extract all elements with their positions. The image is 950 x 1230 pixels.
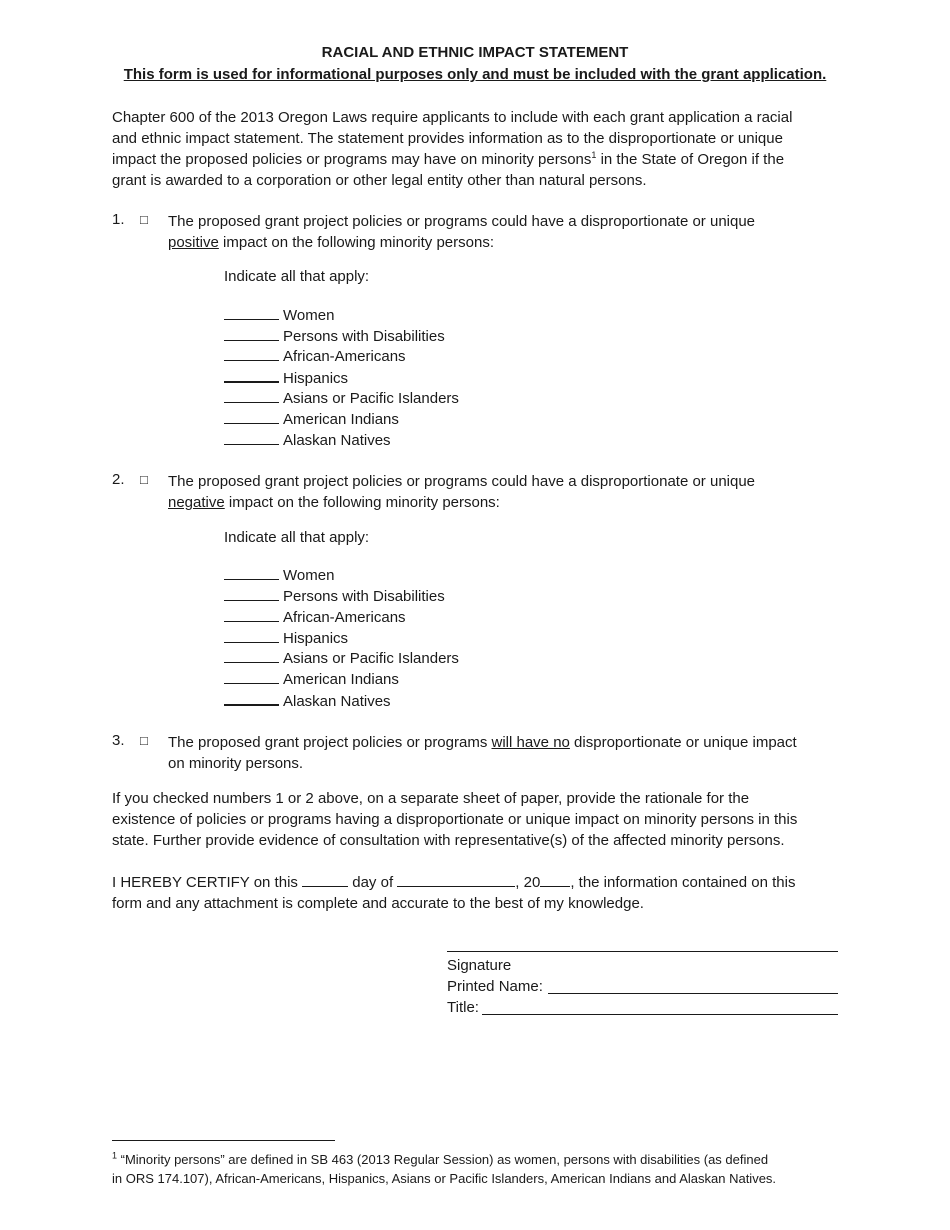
- option-label: Asians or Pacific Islanders: [283, 650, 459, 667]
- option-label: Persons with Disabilities: [283, 328, 445, 345]
- intro-paragraph: [112, 107, 842, 191]
- option-label: Hispanics: [283, 630, 349, 647]
- month-field[interactable]: [397, 871, 515, 887]
- item-text-line: The proposed grant project policies or programs could have a disproportionate or unique: [168, 473, 756, 490]
- item-text-pre: The proposed grant project policies or programs: [168, 734, 492, 751]
- certify-line: form and any attachment is complete and accurate to the best of my knowledge.: [112, 895, 644, 912]
- year-field[interactable]: [540, 871, 570, 887]
- item-text-line: [168, 492, 848, 513]
- item-2-text: [168, 471, 848, 513]
- item-1-checkbox[interactable]: □: [140, 212, 148, 227]
- signature-line[interactable]: [447, 951, 838, 952]
- footnote-separator: [112, 1140, 335, 1141]
- option-disabilities: [224, 585, 445, 606]
- item-2-checkbox[interactable]: □: [140, 472, 148, 487]
- emphasis-will-have-no: will have no: [491, 734, 570, 751]
- option-blank[interactable]: [224, 689, 279, 706]
- footnote: [112, 1150, 842, 1188]
- option-disabilities: [224, 325, 445, 346]
- footnote-line: in ORS 174.107), African-Americans, Hispanics, Asians or Pacific Islanders, American Indians and Alaskan Natives.: [112, 1171, 777, 1186]
- item-text-rest: impact on the following minority persons:: [218, 234, 494, 251]
- emphasis-negative: negative: [168, 494, 225, 511]
- emphasis-positive: positive: [168, 234, 219, 251]
- certify-text: , the information contained on this: [570, 874, 796, 891]
- footnote-line: [112, 1150, 842, 1169]
- certify-paragraph: [112, 871, 842, 914]
- option-alaskan-natives: [224, 429, 391, 450]
- form-title: RACIAL AND ETHNIC IMPACT STATEMENT: [321, 44, 629, 61]
- option-blank[interactable]: [224, 627, 279, 643]
- intro-line: Chapter 600 of the 2013 Oregon Laws require applicants to include with each grant application a racial: [112, 109, 793, 126]
- item-number: 1.: [112, 211, 125, 228]
- printed-name-label: Printed Name:: [447, 978, 543, 995]
- option-blank[interactable]: [224, 387, 279, 403]
- option-blank[interactable]: [224, 647, 279, 663]
- certify-text: I HEREBY CERTIFY on this: [112, 874, 303, 891]
- option-blank[interactable]: [224, 429, 279, 445]
- option-alaskan-natives: [224, 689, 391, 710]
- intro-line: and ethnic impact statement. The statement provides information as to the disproportionate or unique: [112, 130, 783, 147]
- option-blank[interactable]: [224, 366, 279, 383]
- option-label: Alaskan Natives: [283, 693, 391, 710]
- day-field[interactable]: [302, 871, 348, 887]
- form-subtitle: This form is used for informational purposes only and must be included with the grant application.: [123, 66, 827, 83]
- item-3-text: [168, 732, 848, 774]
- item-text-line: on minority persons.: [168, 755, 304, 772]
- rationale-line: existence of policies or programs having a disproportionate or unique impact on minority persons in this: [112, 811, 798, 828]
- item-number: 2.: [112, 471, 125, 488]
- option-blank[interactable]: [224, 585, 279, 601]
- item-text-line: [168, 732, 848, 753]
- option-label: American Indians: [283, 671, 399, 688]
- rationale-paragraph: [112, 788, 842, 851]
- footnote-marker: 1: [112, 1150, 118, 1161]
- signature-label: Signature: [447, 957, 512, 974]
- title-field[interactable]: [482, 1014, 838, 1015]
- option-label: American Indians: [283, 411, 399, 428]
- option-asians-pacific: [224, 647, 459, 668]
- item-3-checkbox[interactable]: □: [140, 733, 148, 748]
- option-label: African-Americans: [283, 609, 406, 626]
- rationale-line: state. Further provide evidence of consultation with representative(s) of the affected minority persons.: [112, 832, 785, 849]
- indicate-label: Indicate all that apply:: [224, 529, 370, 546]
- option-blank[interactable]: [224, 408, 279, 424]
- option-blank[interactable]: [224, 345, 279, 361]
- option-label: African-Americans: [283, 348, 406, 365]
- option-blank[interactable]: [224, 606, 279, 622]
- item-text-line: The proposed grant project policies or programs could have a disproportionate or unique: [168, 213, 756, 230]
- intro-line: grant is awarded to a corporation or other legal entity other than natural persons.: [112, 172, 647, 189]
- option-label: Alaskan Natives: [283, 432, 391, 449]
- certify-line: [112, 871, 842, 893]
- option-blank[interactable]: [224, 304, 279, 320]
- option-women: [224, 564, 334, 585]
- option-african-americans: [224, 345, 406, 366]
- option-american-indians: [224, 408, 399, 429]
- item-text-post: disproportionate or unique impact: [569, 734, 797, 751]
- indicate-label: Indicate all that apply:: [224, 268, 370, 285]
- footnote-reference: 1: [591, 150, 597, 160]
- intro-text: in the State of Oregon if the: [596, 151, 785, 168]
- option-label: Hispanics: [283, 370, 349, 387]
- option-asians-pacific: [224, 387, 459, 408]
- option-blank[interactable]: [224, 564, 279, 580]
- item-text-rest: impact on the following minority persons:: [224, 494, 500, 511]
- option-blank[interactable]: [224, 325, 279, 341]
- item-1-text: [168, 211, 848, 253]
- certify-text: day of: [348, 874, 398, 891]
- footnote-text: “Minority persons” are defined in SB 463 (2013 Regular Session) as women, persons with disabilities (as defined: [117, 1152, 769, 1167]
- option-label: Persons with Disabilities: [283, 588, 445, 605]
- intro-line: [112, 149, 842, 170]
- printed-name-field[interactable]: [548, 993, 838, 994]
- option-american-indians: [224, 668, 399, 689]
- item-text-line: [168, 232, 848, 253]
- option-label: Asians or Pacific Islanders: [283, 390, 459, 407]
- option-hispanics: [224, 627, 348, 648]
- option-hispanics: [224, 366, 348, 387]
- option-women: [224, 304, 334, 325]
- title-label: Title:: [447, 999, 479, 1016]
- intro-text: impact the proposed policies or programs may have on minority persons: [112, 151, 592, 168]
- option-label: Women: [283, 567, 335, 584]
- rationale-line: If you checked numbers 1 or 2 above, on a separate sheet of paper, provide the rationale for the: [112, 790, 750, 807]
- option-label: Women: [283, 307, 335, 324]
- certify-text: , 20: [515, 874, 541, 891]
- option-african-americans: [224, 606, 406, 627]
- option-blank[interactable]: [224, 668, 279, 684]
- item-number: 3.: [112, 732, 125, 749]
